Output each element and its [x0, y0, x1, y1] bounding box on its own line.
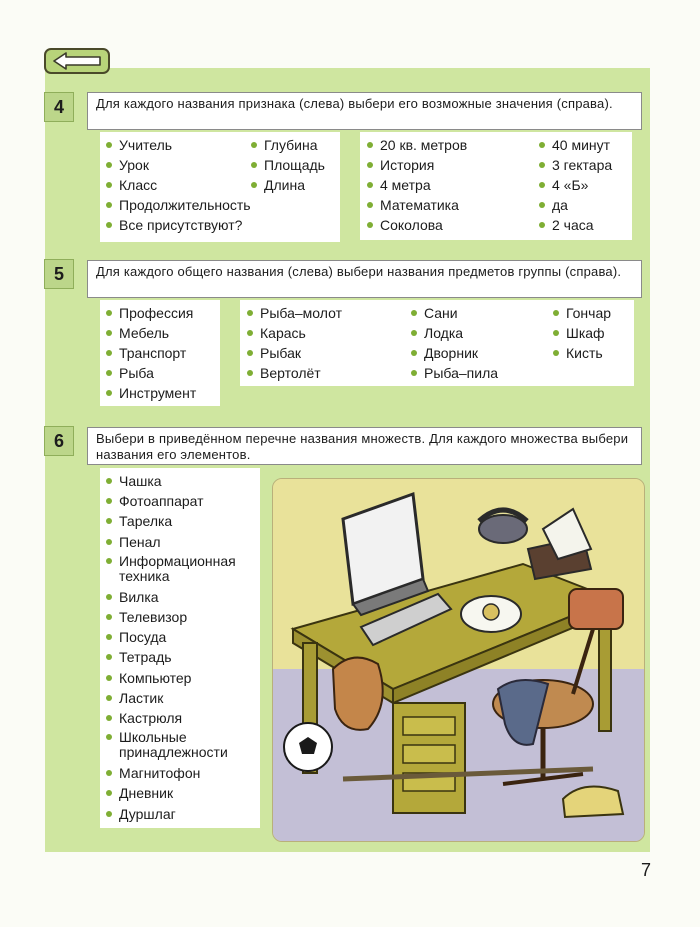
list-item[interactable]: Вилка: [103, 587, 259, 607]
task-4-left-list-1: [103, 135, 251, 235]
back-arrow-icon: [52, 52, 104, 70]
apple-core: [483, 604, 499, 620]
list-item[interactable]: Математика: [364, 195, 467, 215]
list-item[interactable]: Рыба: [103, 363, 196, 383]
task-6-number: 6: [44, 426, 74, 456]
desk-illustration: [272, 478, 645, 842]
list-item[interactable]: 3 гектара: [536, 155, 612, 175]
task-4-right-list-2: [536, 135, 612, 235]
list-item[interactable]: Дневник: [103, 783, 259, 803]
list-item[interactable]: 40 минут: [536, 135, 612, 155]
list-item[interactable]: Гончар: [550, 303, 611, 323]
task-5-question: Для каждого общего названия (слева) выбери названия предметов группы (справа).: [87, 260, 642, 298]
task-5-number: 5: [44, 259, 74, 289]
list-item[interactable]: Лодка: [408, 323, 498, 343]
sneaker: [563, 787, 623, 818]
task-6-list: [103, 471, 259, 824]
telephone: [479, 515, 527, 543]
list-item[interactable]: Мебель: [103, 323, 196, 343]
list-item[interactable]: Тарелка: [103, 511, 259, 531]
list-item[interactable]: Кисть: [550, 343, 611, 363]
list-item[interactable]: Площадь: [248, 155, 325, 175]
list-item[interactable]: Урок: [103, 155, 251, 175]
list-item[interactable]: Транспорт: [103, 343, 196, 363]
task-5-right-list-2: [408, 303, 498, 383]
list-item[interactable]: Соколова: [364, 215, 467, 235]
list-item[interactable]: Глубина: [248, 135, 325, 155]
list-item[interactable]: Магнитофон: [103, 763, 259, 783]
list-item[interactable]: Учитель: [103, 135, 251, 155]
list-item[interactable]: Фотоаппарат: [103, 491, 259, 511]
task-4-left-list-2: [248, 135, 325, 195]
list-item[interactable]: Чашка: [103, 471, 259, 491]
list-item[interactable]: Пенал: [103, 532, 259, 552]
list-item[interactable]: Длина: [248, 175, 325, 195]
task-4-right-card: [360, 132, 632, 240]
list-item[interactable]: 2 часа: [536, 215, 612, 235]
task-5-left-card: [100, 300, 220, 406]
drawer: [403, 717, 455, 735]
task-5-right-card: [240, 300, 634, 386]
task-5-left-list: [103, 303, 196, 403]
list-item[interactable]: Сани: [408, 303, 498, 323]
list-item[interactable]: Дворник: [408, 343, 498, 363]
list-item[interactable]: 4 «Б»: [536, 175, 612, 195]
list-item[interactable]: Вертолёт: [244, 363, 342, 383]
list-item[interactable]: Рыба–пила: [408, 363, 498, 383]
school-bag: [333, 658, 383, 730]
list-item[interactable]: Ластик: [103, 688, 259, 708]
list-item[interactable]: 20 кв. метров: [364, 135, 467, 155]
list-item[interactable]: Телевизор: [103, 607, 259, 627]
task-6-list-card: [100, 468, 260, 828]
task-4-number: 4: [44, 92, 74, 122]
list-item[interactable]: да: [536, 195, 612, 215]
chair-back: [569, 589, 623, 629]
list-item[interactable]: Школьные принадлежности: [103, 728, 259, 763]
task-4-right-list-1: [364, 135, 467, 235]
list-item[interactable]: Карась: [244, 323, 342, 343]
task-4-left-card: [100, 132, 340, 242]
list-item[interactable]: Продолжительность: [103, 195, 251, 215]
list-item[interactable]: Информационная техника: [103, 552, 259, 587]
back-button[interactable]: [44, 48, 110, 74]
list-item[interactable]: Тетрадь: [103, 647, 259, 667]
list-item[interactable]: Шкаф: [550, 323, 611, 343]
task-6-question: Выбери в приведённом перечне названия множеств. Для каждого множества выбери названия его элементов.: [87, 427, 642, 465]
list-item[interactable]: Кастрюля: [103, 708, 259, 728]
task-5-right-list-1: [244, 303, 342, 383]
list-item[interactable]: Профессия: [103, 303, 196, 323]
task-5-right-list-3: [550, 303, 611, 363]
list-item[interactable]: Дуршлаг: [103, 804, 259, 824]
list-item[interactable]: Класс: [103, 175, 251, 195]
list-item[interactable]: 4 метра: [364, 175, 467, 195]
list-item[interactable]: Рыба–молот: [244, 303, 342, 323]
list-item[interactable]: Рыбак: [244, 343, 342, 363]
list-item[interactable]: Все присутствуют?: [103, 215, 251, 235]
list-item[interactable]: Компьютер: [103, 668, 259, 688]
list-item[interactable]: Инструмент: [103, 383, 196, 403]
page-number: 7: [641, 860, 652, 880]
list-item[interactable]: История: [364, 155, 467, 175]
drawer: [403, 745, 455, 763]
task-4-question: Для каждого названия признака (слева) выбери его возможные значения (справа).: [87, 92, 642, 130]
list-item[interactable]: Посуда: [103, 627, 259, 647]
